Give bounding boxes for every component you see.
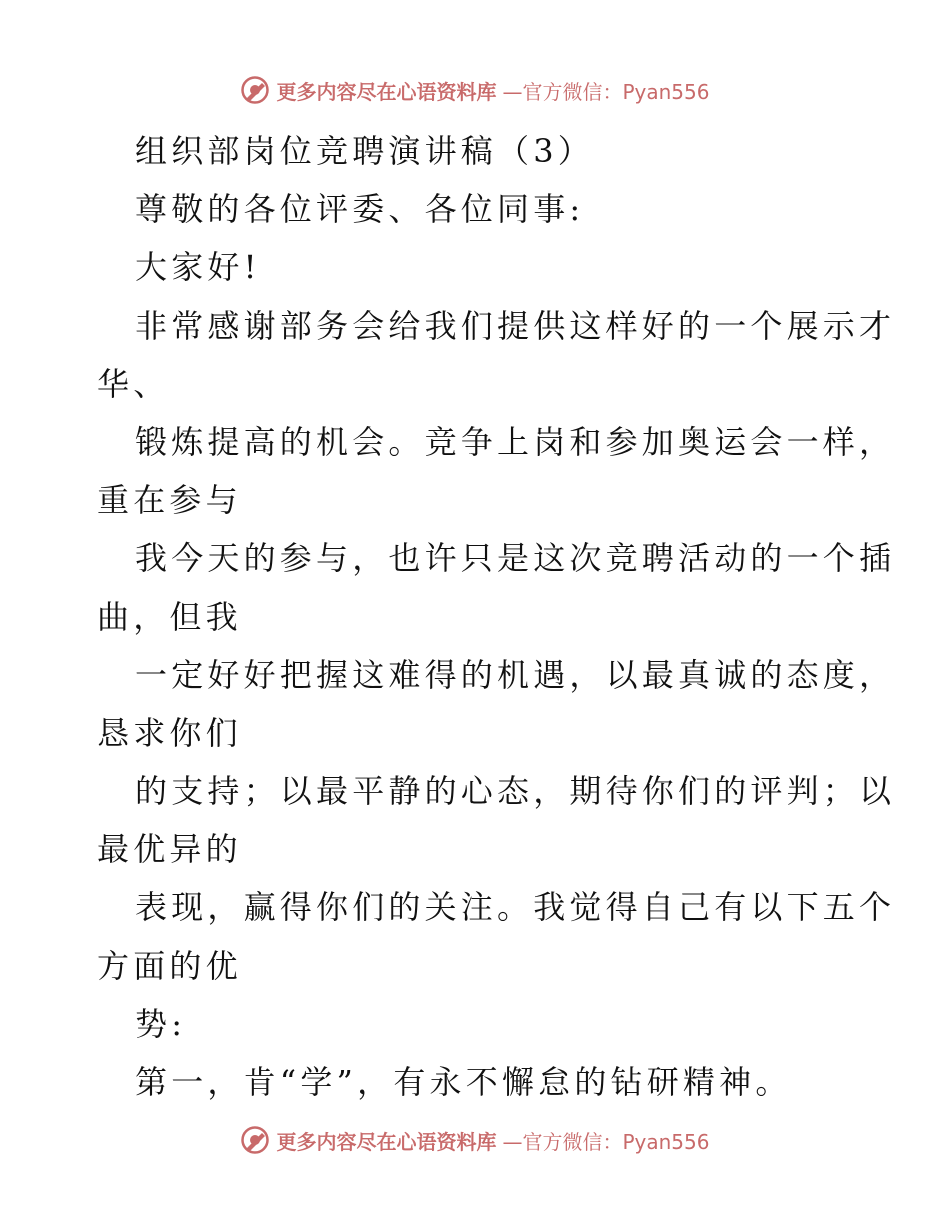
header-banner-title: 更多内容尽在心语资料库 [276, 79, 497, 104]
document-line: 第一，肯“学”，有永不懈怠的钻研精神。 [135, 1063, 792, 1101]
document-line: 尊敬的各位评委、各位同事: [135, 190, 585, 229]
document-line: 我今天的参与，也许只是这次竞聘活动的一个插 [135, 539, 896, 578]
document-line: 非常感谢部务会给我们提供这样好的一个展示才 [135, 306, 896, 345]
logo-icon [240, 1125, 270, 1155]
header-banner-contact: —官方微信：Pyan556 [502, 79, 710, 104]
footer-banner-contact: —官方微信：Pyan556 [502, 1129, 710, 1154]
document-line: 表现，赢得你们的关注。我觉得自己有以下五个 [135, 888, 896, 927]
document-line: 重在参与 [97, 481, 242, 520]
footer-banner-title: 更多内容尽在心语资料库 [276, 1129, 497, 1154]
footer-banner [0, 1120, 950, 1160]
document-line: 一定好好把握这难得的机遇，以最真诚的态度， [135, 655, 896, 694]
document-line: 恳求你们 [97, 713, 242, 752]
document-line: 方面的优 [97, 946, 242, 985]
document-line: 势: [135, 1004, 187, 1043]
document-line: 组织部岗位竞聘演讲稿（3） [135, 132, 594, 170]
document-line: 最优异的 [97, 830, 242, 869]
document-line: 华、 [97, 364, 170, 403]
document-line: 大家好! [135, 248, 261, 287]
document-line: 的支持；以最平静的心态，期待你们的评判；以 [135, 772, 896, 811]
document-line: 曲，但我 [97, 597, 242, 636]
logo-icon [240, 75, 270, 105]
header-banner [0, 70, 950, 110]
document-line: 锻炼提高的机会。竞争上岗和参加奥运会一样， [135, 422, 896, 461]
document-body [97, 122, 896, 1111]
